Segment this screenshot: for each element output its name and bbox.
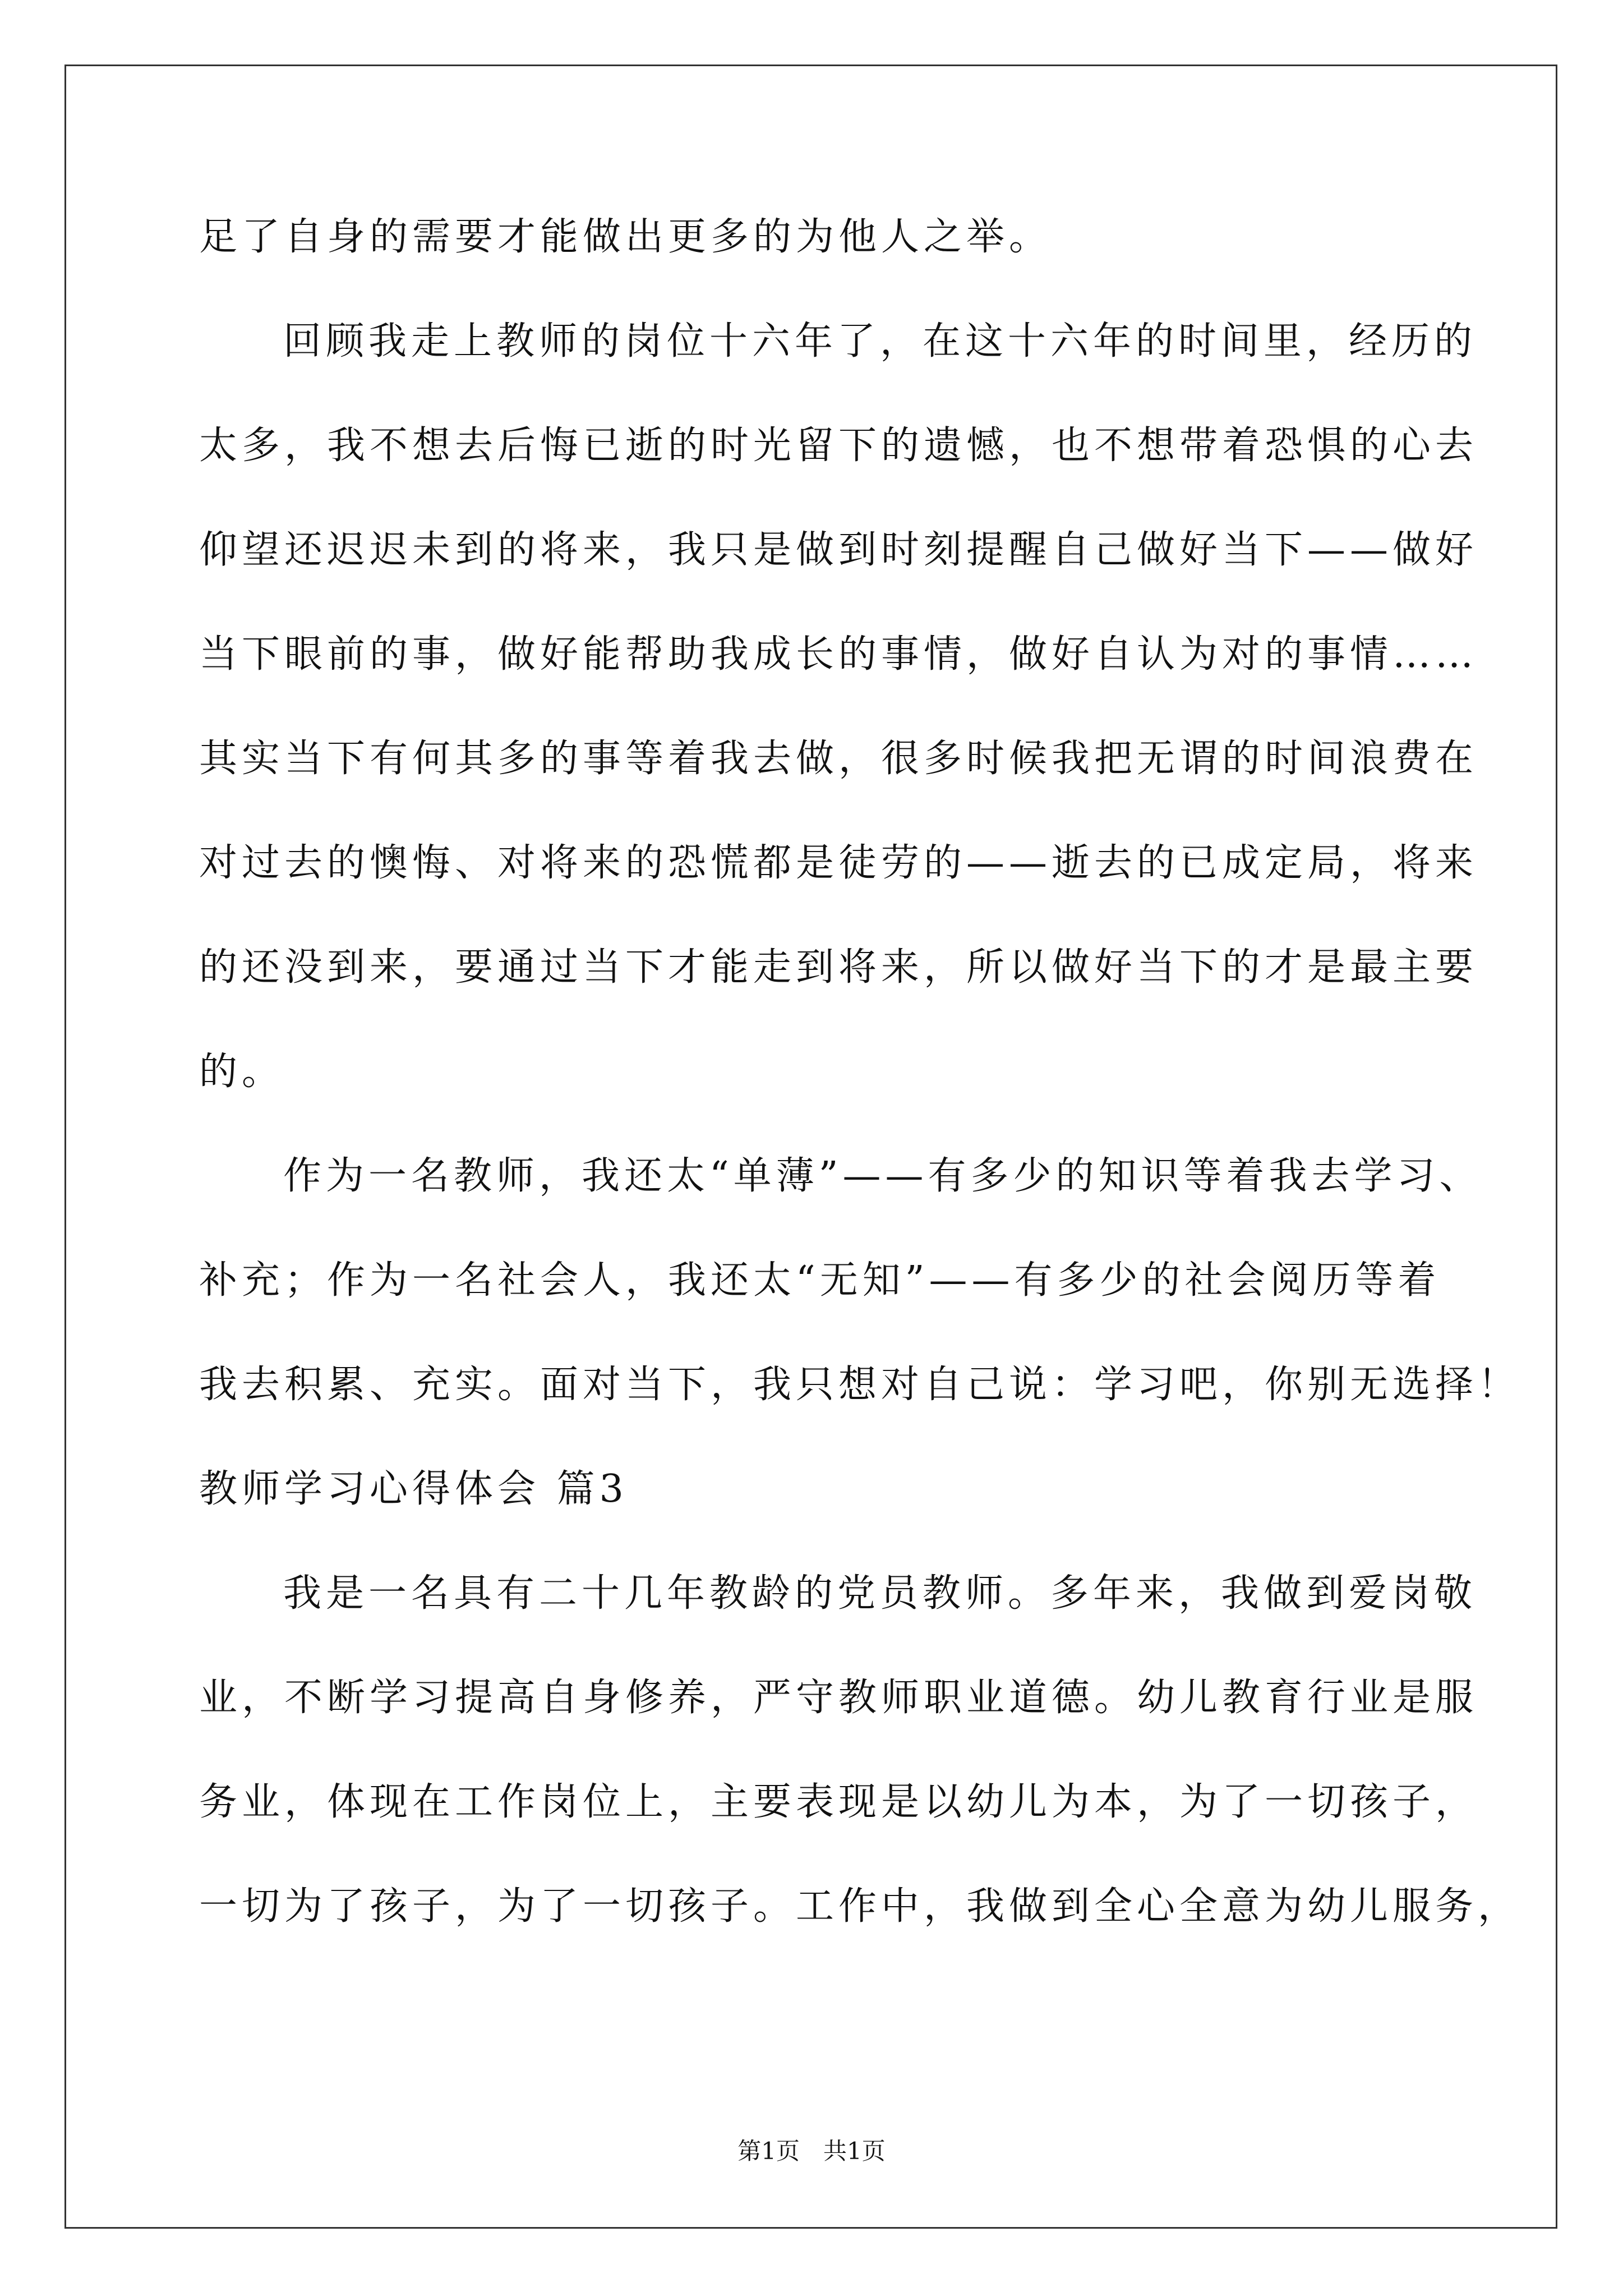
text-line-17: 一切为了孩子，为了一切孩子。工作中，我做到全心全意为幼儿服务， xyxy=(199,1884,1521,1929)
section-heading: 教师学习心得体会 篇3 xyxy=(199,1467,628,1511)
text-line-4: 仰望还迟迟未到的将来，我只是做到时刻提醒自己做好当下——做好 xyxy=(199,528,1478,572)
text-line-16: 务业，体现在工作岗位上，主要表现是以幼儿为本，为了一切孩子， xyxy=(199,1780,1478,1824)
text-line-6: 其实当下有何其多的事等着我去做，很多时候我把无谓的时间浪费在 xyxy=(199,737,1478,781)
text-line-2: 回顾我走上教师的岗位十六年了，在这十六年的时间里，经历的 xyxy=(283,319,1477,364)
text-line-5: 当下眼前的事，做好能帮助我成长的事情，做好自认为对的事情…… xyxy=(199,632,1478,677)
text-line-10: 作为一名教师，我还太“单薄”——有多少的知识等着我去学习、 xyxy=(283,1154,1482,1198)
text-line-9: 的。 xyxy=(199,1050,285,1094)
text-line-12: 我去积累、充实。面对当下，我只想对自己说：学习吧，你别无选择！ xyxy=(199,1363,1521,1407)
text-line-7: 对过去的懊悔、对将来的恐慌都是徒劳的——逝去的已成定局，将来 xyxy=(199,841,1478,885)
text-line-1: 足了自身的需要才能做出更多的为他人之举。 xyxy=(199,215,1052,259)
text-line-11: 补充；作为一名社会人，我还太“无知”——有多少的社会阅历等着 xyxy=(199,1258,1441,1303)
text-line-3: 太多，我不想去后悔已逝的时光留下的遗憾，也不想带着恐惧的心去 xyxy=(199,424,1478,468)
text-line-8: 的还没到来，要通过当下才能走到将来，所以做好当下的才是最主要 xyxy=(199,945,1478,990)
text-line-14: 我是一名具有二十几年教龄的党员教师。多年来，我做到爱岗敬 xyxy=(283,1571,1477,1616)
page-footer: 第1页 共1页 xyxy=(737,2137,886,2165)
document-body xyxy=(199,185,1521,1959)
text-line-15: 业，不断学习提高自身修养，严守教师职业道德。幼儿教育行业是服 xyxy=(199,1676,1478,1720)
